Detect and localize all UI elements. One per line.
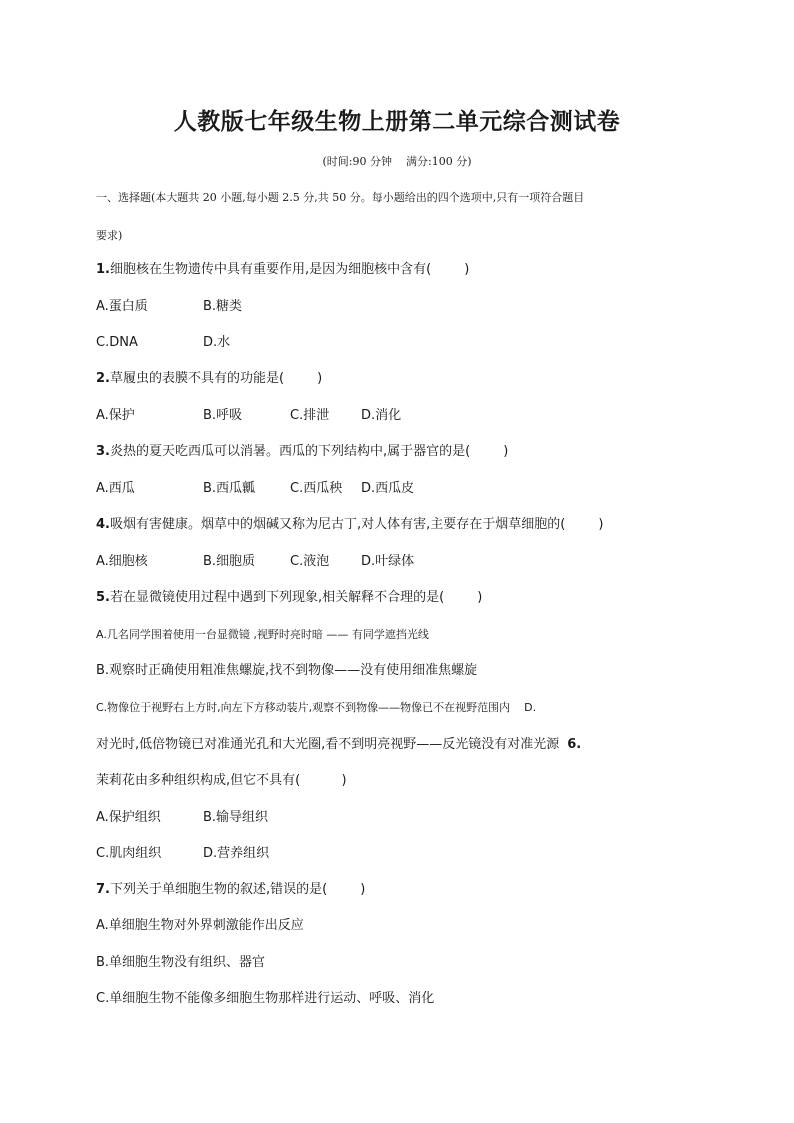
question-1 bbox=[96, 262, 469, 278]
question-7 bbox=[96, 882, 365, 898]
option-d-text: 对光时,低倍物镜已对准通光孔和大光圈,看不到明亮视野——反光镜没有对准光源 bbox=[96, 737, 560, 752]
option-c: C.排泄 bbox=[290, 408, 330, 423]
option-b: B.输导组织 bbox=[203, 810, 269, 825]
option-a: A.保护 bbox=[96, 408, 135, 423]
option-c: C.单细胞生物不能像多细胞生物那样进行运动、呼吸、消化 bbox=[96, 991, 435, 1006]
option-a: A.几名同学围着使用一台显微镜 ,视野时亮时暗 —— 有同学遮挡光线 bbox=[96, 628, 429, 641]
option-c: C.肌肉组织 bbox=[96, 846, 162, 861]
option-d: D.西瓜皮 bbox=[361, 481, 415, 496]
option-c: C.西瓜秧 bbox=[290, 481, 343, 496]
option-b: B.呼吸 bbox=[203, 408, 243, 423]
question-number: 5. bbox=[96, 590, 110, 605]
option-d bbox=[96, 737, 581, 753]
option-a: A.西瓜 bbox=[96, 481, 135, 496]
question-6: 茉莉花由多种组织构成,但它不具有( ) bbox=[96, 773, 347, 788]
option-d: D.水 bbox=[203, 335, 231, 350]
question-number: 1. bbox=[96, 262, 110, 277]
option-c: C.DNA bbox=[96, 335, 138, 350]
option-a: A.细胞核 bbox=[96, 554, 148, 569]
question-number: 2. bbox=[96, 371, 110, 386]
option-b: B.糖类 bbox=[203, 299, 243, 314]
page-title: 人教版七年级生物上册第二单元综合测试卷 bbox=[173, 109, 621, 135]
question-3 bbox=[96, 444, 508, 460]
question-4 bbox=[96, 517, 603, 533]
option-d: D.消化 bbox=[361, 408, 402, 423]
option-b: B.细胞质 bbox=[203, 554, 256, 569]
question-stem: 若在显微镜使用过程中遇到下列现象,相关解释不合理的是( ) bbox=[109, 590, 483, 605]
section-header-line1: 一、选择题(本大题共 20 小题,每小题 2.5 分,共 50 分。每小题给出的四个选项中,只有一项符合题目 bbox=[96, 191, 585, 204]
option-b: B.观察时正确使用粗准焦螺旋,找不到物像——没有使用细准焦螺旋 bbox=[96, 663, 478, 678]
question-stem: 草履虫的表膜不具有的功能是( ) bbox=[109, 371, 323, 386]
question-stem: 炎热的夏天吃西瓜可以消暑。西瓜的下列结构中,属于器官的是( ) bbox=[109, 444, 509, 459]
question-number: 7. bbox=[96, 882, 110, 897]
question-number: 6. bbox=[567, 737, 582, 752]
option-d: D.营养组织 bbox=[203, 846, 270, 861]
question-number: 3. bbox=[96, 444, 110, 459]
option-a: A.保护组织 bbox=[96, 810, 161, 825]
option-a: A.单细胞生物对外界刺激能作出反应 bbox=[96, 918, 304, 933]
option-a: A.蛋白质 bbox=[96, 299, 148, 314]
question-number: 4. bbox=[96, 517, 110, 532]
question-stem: 细胞核在生物遗传中具有重要作用,是因为细胞核中含有( ) bbox=[109, 262, 470, 277]
option-b: B.西瓜瓤 bbox=[203, 481, 256, 496]
question-2 bbox=[96, 371, 322, 387]
question-5 bbox=[96, 590, 482, 606]
option-b: B.单细胞生物没有组织、器官 bbox=[96, 955, 266, 970]
option-c: C.液泡 bbox=[290, 554, 330, 569]
option-c: C.物像位于视野右上方时,向左下方移动装片,观察不到物像——物像已不在视野范围内 D. bbox=[96, 701, 537, 714]
question-stem: 吸烟有害健康。烟草中的烟碱又称为尼古丁,对人体有害,主要存在于烟草细胞的( ) bbox=[109, 517, 604, 532]
question-stem: 下列关于单细胞生物的叙述,错误的是( ) bbox=[109, 882, 366, 897]
option-d: D.叶绿体 bbox=[361, 554, 415, 569]
exam-info: (时间:90 分钟 满分:100 分) bbox=[322, 155, 472, 168]
section-header-line2: 要求) bbox=[96, 229, 123, 242]
